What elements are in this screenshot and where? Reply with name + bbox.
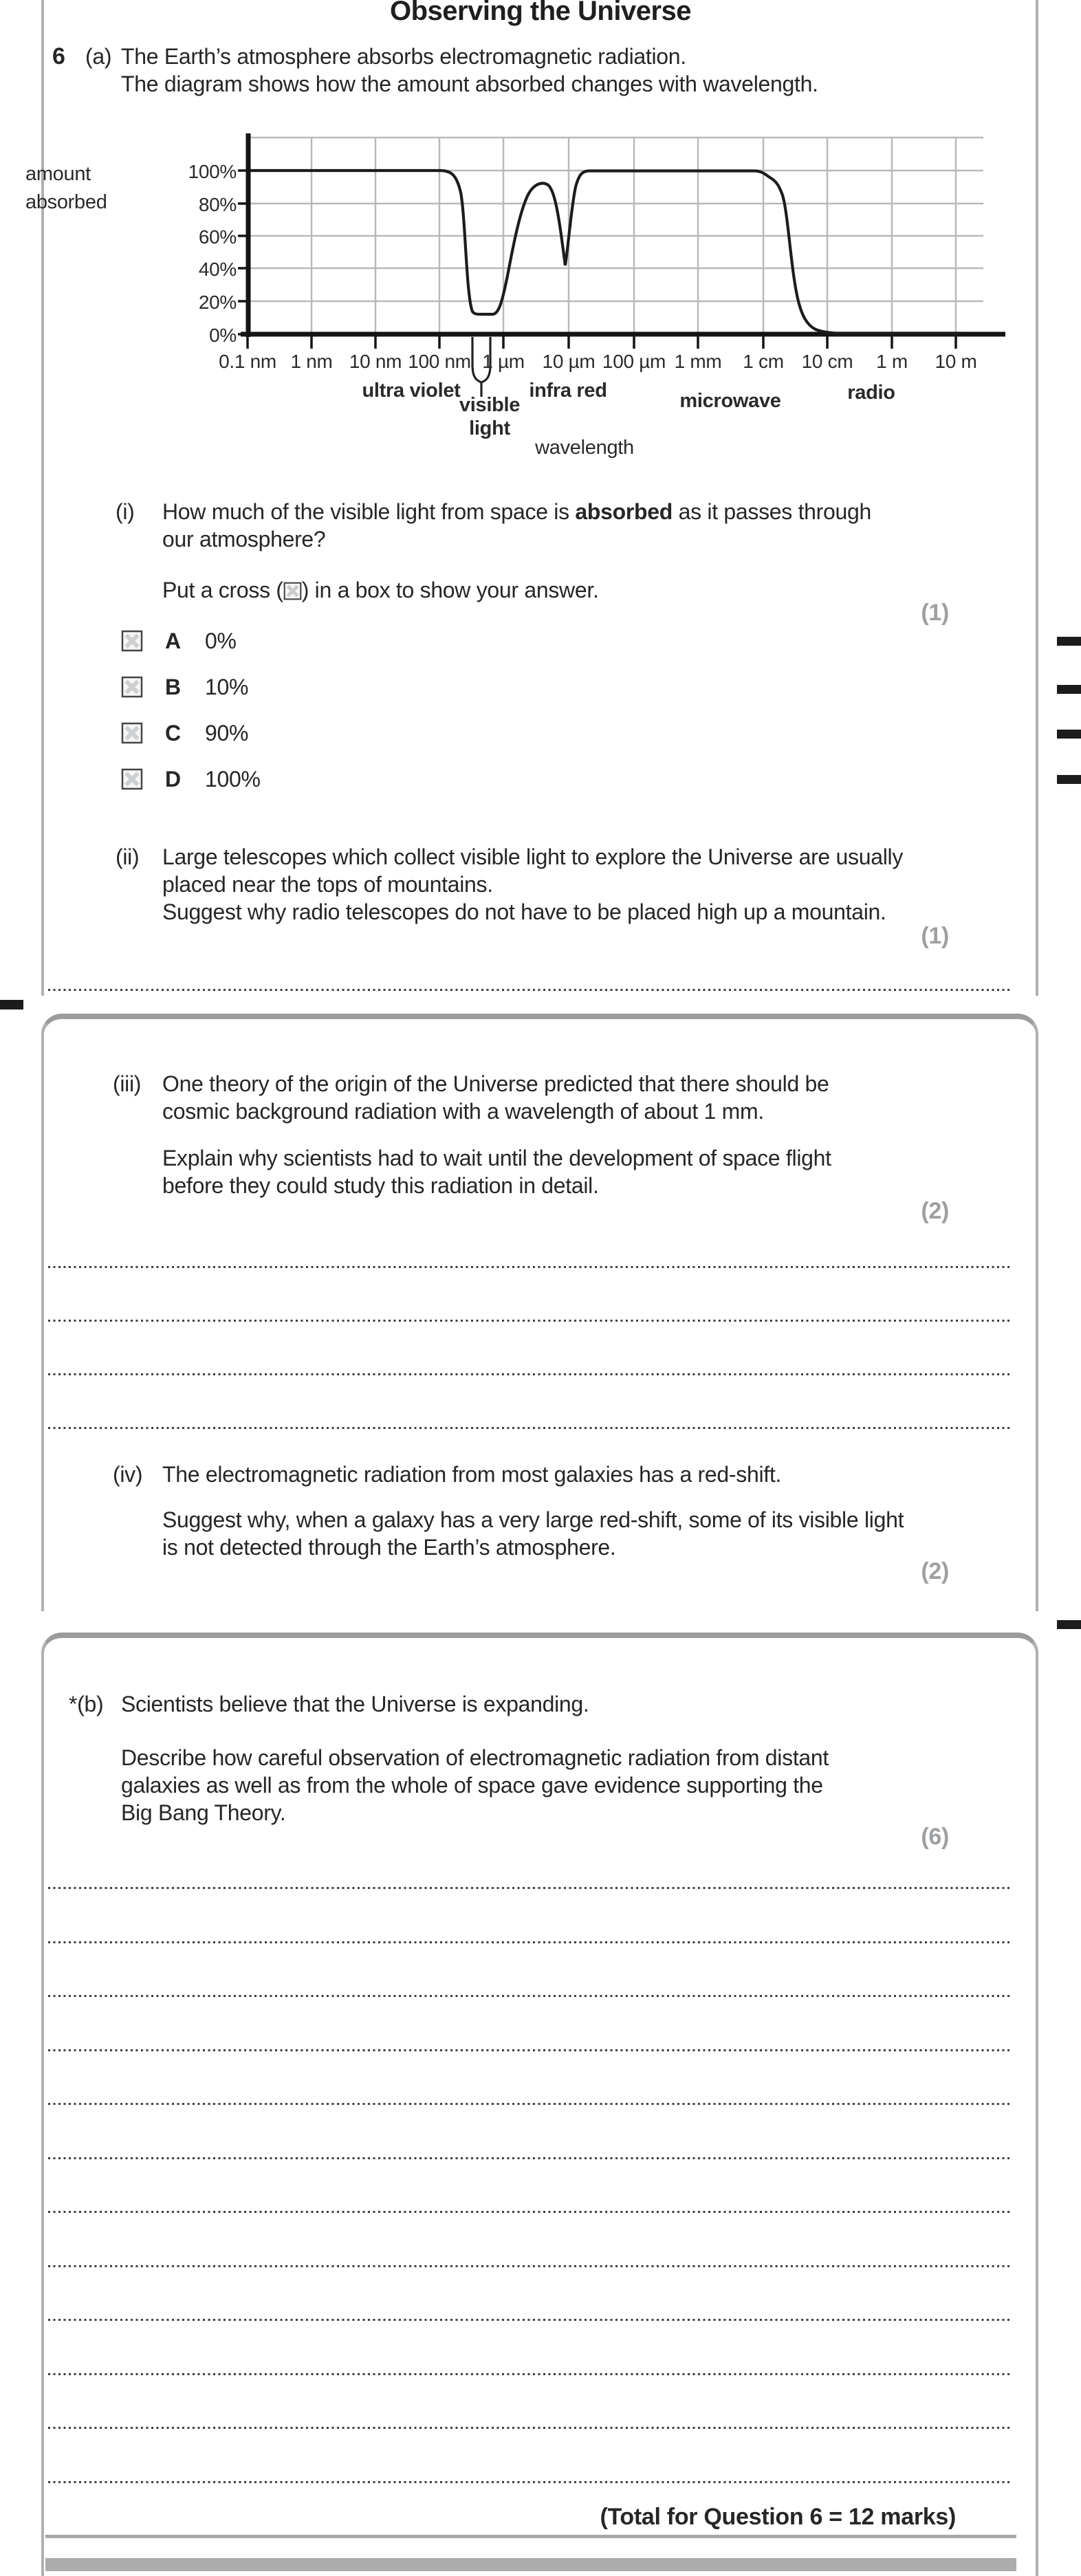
answer-line[interactable] (48, 1887, 1011, 1889)
answer-line[interactable] (48, 2103, 1011, 2105)
marks-badge: (2) (921, 1198, 949, 1224)
option-value: 10% (205, 675, 249, 699)
answer-line[interactable] (48, 2427, 1011, 2429)
option-row-b (121, 676, 410, 701)
part-i-line: as it passes through (673, 499, 872, 524)
answer-line[interactable] (48, 2049, 1011, 2051)
question-number: 6 (52, 43, 65, 69)
part-iv-line: is not detected through the Earth’s atmosphere. (162, 1535, 616, 1560)
band-label-radio: radio (847, 382, 895, 404)
answer-line[interactable] (48, 2319, 1011, 2321)
answer-line[interactable] (48, 1266, 1011, 1268)
answer-line[interactable] (48, 1373, 1011, 1375)
option-letter: D (165, 767, 181, 792)
band-label-visible: light (469, 417, 510, 439)
part-b-line: Scientists believe that the Universe is expanding. (121, 1692, 589, 1716)
x-tick-label: 1 cm (743, 351, 784, 372)
option-row-a (121, 630, 410, 655)
option-letter: B (165, 675, 181, 699)
part-a-line: The Earth’s atmosphere absorbs electromagnetic radiation. (121, 44, 686, 69)
marks-badge: (2) (921, 1558, 949, 1584)
y-tick-label: 80% (198, 194, 237, 215)
part-i-question (162, 498, 871, 553)
band-label-ultraviolet: ultra violet (362, 380, 461, 402)
part-iii-line: Explain why scientists had to wait until the development of space flight (162, 1146, 831, 1170)
answer-line[interactable] (48, 2157, 1011, 2159)
registration-mark (1057, 775, 1081, 784)
registration-mark (1057, 1620, 1081, 1629)
x-tick-label: 10 cm (801, 351, 853, 372)
answer-line[interactable] (48, 2211, 1011, 2213)
part-b-question (121, 1744, 829, 1826)
option-value: 100% (205, 767, 261, 792)
answer-checkbox-a[interactable] (121, 630, 143, 652)
x-tick-label: 1 m (876, 351, 908, 372)
footer-rule (45, 2535, 1016, 2538)
part-i-bold-word: absorbed (575, 499, 673, 524)
answer-line[interactable] (48, 2373, 1011, 2375)
y-tick-label: 0% (209, 325, 237, 346)
part-iii-question-2 (162, 1144, 831, 1199)
part-i-line: How much of the visible light from space is (162, 499, 576, 524)
answer-line[interactable] (48, 2481, 1011, 2483)
marks-badge: (1) (921, 600, 949, 626)
cross-box-icon (283, 582, 302, 600)
answer-line[interactable] (48, 1427, 1011, 1429)
page-edge-bar (45, 2558, 1016, 2571)
x-tick-label: 1 mm (674, 351, 722, 372)
x-tick-label: 100 nm (408, 351, 471, 372)
part-ii-label: (ii) (116, 844, 140, 869)
answer-line[interactable] (48, 989, 1011, 991)
band-label-visible: visible (459, 394, 521, 416)
question-total: (Total for Question 6 = 12 marks) (600, 2504, 956, 2530)
part-a-label: (a) (85, 44, 112, 69)
answer-line[interactable] (48, 2265, 1011, 2267)
answer-line[interactable] (48, 1320, 1011, 1322)
page-title: Observing the Universe (389, 0, 692, 26)
x-tick-label: 0.1 nm (219, 351, 276, 372)
answer-line[interactable] (48, 1995, 1011, 1997)
part-ii-line: Large telescopes which collect visible light to explore the Universe are usually (162, 844, 904, 869)
marks-badge: (6) (921, 1824, 949, 1850)
answer-checkbox-d[interactable] (121, 768, 143, 790)
marks-badge: (1) (921, 923, 949, 949)
part-iv-line: The electromagnetic radiation from most galaxies has a red-shift. (162, 1462, 782, 1487)
part-i-line: our atmosphere? (162, 527, 326, 552)
part-b-label: *(b) (69, 1692, 104, 1716)
graph-grid (249, 138, 983, 334)
answer-checkbox-c[interactable] (121, 722, 143, 744)
option-value: 90% (205, 721, 249, 745)
option-value: 0% (205, 629, 237, 653)
registration-mark (1057, 685, 1081, 694)
option-row-d (121, 768, 410, 793)
registration-mark (0, 1000, 23, 1009)
part-iv-label: (iv) (113, 1462, 143, 1487)
band-label-microwave: microwave (679, 390, 781, 412)
cross-instruction: Put a cross ( ) in a box to show your answer. (162, 578, 599, 602)
part-b-line: Describe how careful observation of electromagnetic radiation from distant (121, 1745, 829, 1770)
part-iii-line: cosmic background radiation with a wavelength of about 1 mm. (162, 1099, 764, 1124)
answer-line[interactable] (48, 1941, 1011, 1943)
part-b-line: galaxies as well as from the whole of space gave evidence supporting the (121, 1773, 823, 1798)
part-a-line: The diagram shows how the amount absorbed changes with wavelength. (121, 72, 818, 96)
option-letter: A (165, 629, 181, 653)
part-iv-question-2 (162, 1506, 904, 1561)
y-tick-label: 100% (188, 161, 237, 182)
absorption-graph (0, 122, 1081, 473)
x-tick-label: 1 nm (290, 351, 333, 372)
option-letter: C (165, 721, 181, 745)
x-tick-label: 100 µm (602, 351, 666, 372)
y-axis-label: amount (25, 163, 91, 185)
part-ii-question (162, 843, 903, 926)
y-axis-label: absorbed (25, 191, 107, 213)
part-iv-line: Suggest why, when a galaxy has a very large red-shift, some of its visible light (162, 1507, 904, 1532)
part-iii-question (162, 1070, 829, 1125)
part-iii-line: One theory of the origin of the Universe predicted that there should be (162, 1071, 829, 1096)
x-tick-label: 10 µm (542, 351, 596, 372)
option-row-c (121, 722, 410, 747)
part-i-label: (i) (116, 499, 135, 524)
registration-mark (1057, 730, 1081, 739)
x-tick-label: 10 m (935, 351, 977, 372)
registration-mark (1057, 637, 1081, 646)
y-tick-label: 60% (198, 226, 237, 248)
band-label-infrared: infra red (529, 380, 607, 402)
answer-checkbox-b[interactable] (121, 676, 143, 698)
absorption-curve (250, 171, 961, 334)
part-ii-line: Suggest why radio telescopes do not have to be placed high up a mountain. (162, 899, 886, 924)
x-tick-label: 10 nm (349, 351, 402, 372)
graph-ticks (238, 171, 956, 349)
part-ii-line: placed near the tops of mountains. (162, 872, 493, 897)
part-iii-label: (iii) (113, 1071, 142, 1096)
x-tick-label: 1 µm (482, 351, 525, 372)
part-iii-line: before they could study this radiation in detail. (162, 1173, 599, 1198)
part-a-text (121, 43, 818, 98)
x-axis-label: wavelength (535, 437, 634, 459)
part-b-line: Big Bang Theory. (121, 1800, 286, 1825)
y-tick-label: 40% (198, 259, 237, 280)
y-tick-label: 20% (198, 292, 237, 313)
